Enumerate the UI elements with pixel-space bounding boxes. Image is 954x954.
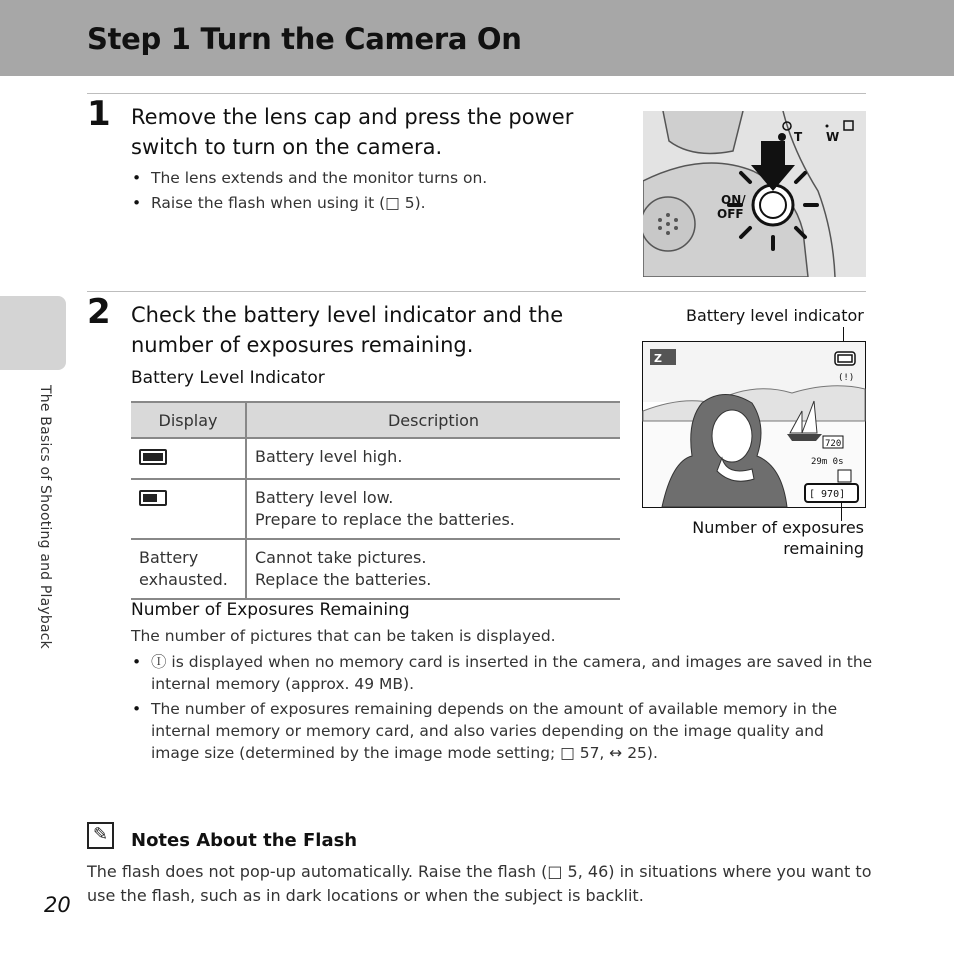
exposures-bullet-2 xyxy=(151,698,837,764)
on-label: ON/ xyxy=(721,193,746,207)
image-size-readout: 720 xyxy=(825,439,842,449)
exposures-subhead: Number of Exposures Remaining xyxy=(131,600,410,620)
note-pencil-icon: ✎ xyxy=(87,822,114,849)
battery-table xyxy=(131,401,620,600)
notes-body xyxy=(87,860,871,908)
svg-text:Z: Z xyxy=(654,352,662,365)
step2-divider xyxy=(87,291,866,292)
notes-line1: The flash does not pop-up automatically. Raise the flash (□ 5, 46) in situations where you want to xyxy=(87,862,872,881)
exposures-label-line1: Number of exposures xyxy=(692,518,864,537)
camera-top-illustration xyxy=(643,111,866,277)
step1-bullet-1: • The lens extends and the monitor turns on. xyxy=(151,169,487,187)
exposures-bullet-1-line2: internal memory (approx. 49 MB). xyxy=(151,675,415,693)
step1-number: 1 xyxy=(87,94,111,134)
battery-low-icon xyxy=(139,490,167,506)
table-header-row xyxy=(131,402,620,438)
table-header-display: Display xyxy=(131,402,246,438)
step1-heading-line1: Remove the lens cap and press the power xyxy=(131,105,574,129)
table-cell: Prepare to replace the batteries. xyxy=(255,510,515,529)
step1-divider xyxy=(87,93,866,94)
battery-subhead: Battery Level Indicator xyxy=(131,368,325,388)
svg-text:(!): (!) xyxy=(838,373,855,383)
step2-number: 2 xyxy=(87,292,111,332)
table-cell: Battery xyxy=(139,548,199,567)
table-cell: Battery level low. xyxy=(255,488,394,507)
table-header-description: Description xyxy=(246,402,620,438)
exposures-bullet-2-line1: • The number of exposures remaining depends on the amount of available memory in the xyxy=(151,700,838,718)
table-cell: Replace the batteries. xyxy=(255,570,432,589)
step1-bullet-2: • Raise the flash when using it (□ 5). xyxy=(151,194,426,212)
table-row xyxy=(131,438,620,479)
step2-heading-line1: Check the battery level indicator and the xyxy=(131,303,564,327)
exposures-bullet-1 xyxy=(151,651,872,695)
step1-heading-line2: switch to turn on the camera. xyxy=(131,135,443,159)
chapter-tab xyxy=(0,296,66,370)
movie-time-readout: 29m 0s xyxy=(811,457,844,467)
off-label: OFF xyxy=(717,207,744,221)
page-title: Step 1 Turn the Camera On xyxy=(87,22,522,56)
table-cell: exhausted. xyxy=(139,570,228,589)
chapter-tab-label: The Basics of Shooting and Playback xyxy=(37,385,53,649)
step2-heading-line2: number of exposures remaining. xyxy=(131,333,474,357)
table-row xyxy=(131,479,620,539)
monitor-figure xyxy=(642,341,866,508)
table-row xyxy=(131,539,620,599)
monitor-illustration xyxy=(642,341,866,508)
battery-level-label: Battery level indicator xyxy=(686,306,864,325)
exposures-label xyxy=(692,517,864,559)
camera-power-figure xyxy=(643,111,866,277)
exposures-label-line2: remaining xyxy=(783,539,864,558)
battery-full-icon xyxy=(139,449,167,465)
table-cell: Cannot take pictures. xyxy=(255,548,427,567)
wide-label: W xyxy=(826,130,840,144)
page-number: 20 xyxy=(44,893,71,917)
exposures-bullet-2-line3: image size (determined by the image mode setting; □ 57, ↔ 25). xyxy=(151,744,658,762)
tele-label: T xyxy=(794,130,803,144)
exposures-bullet-2-line2: internal memory or memory card, and also varies depending on the image quality and xyxy=(151,722,824,740)
notes-title: Notes About the Flash xyxy=(131,830,358,851)
table-cell: Battery level high. xyxy=(255,447,403,466)
notes-line2: use the flash, such as in dark locations or when the subject is backlit. xyxy=(87,886,644,905)
exposures-count-readout: [ 970] xyxy=(809,489,846,500)
step2-heading xyxy=(131,300,563,360)
exposures-intro: The number of pictures that can be taken is displayed. xyxy=(131,627,556,645)
step1-heading xyxy=(131,102,573,162)
exposures-bullet-1-line1: • Ⓘ is displayed when no memory card is inserted in the camera, and images are saved in the xyxy=(151,653,873,671)
